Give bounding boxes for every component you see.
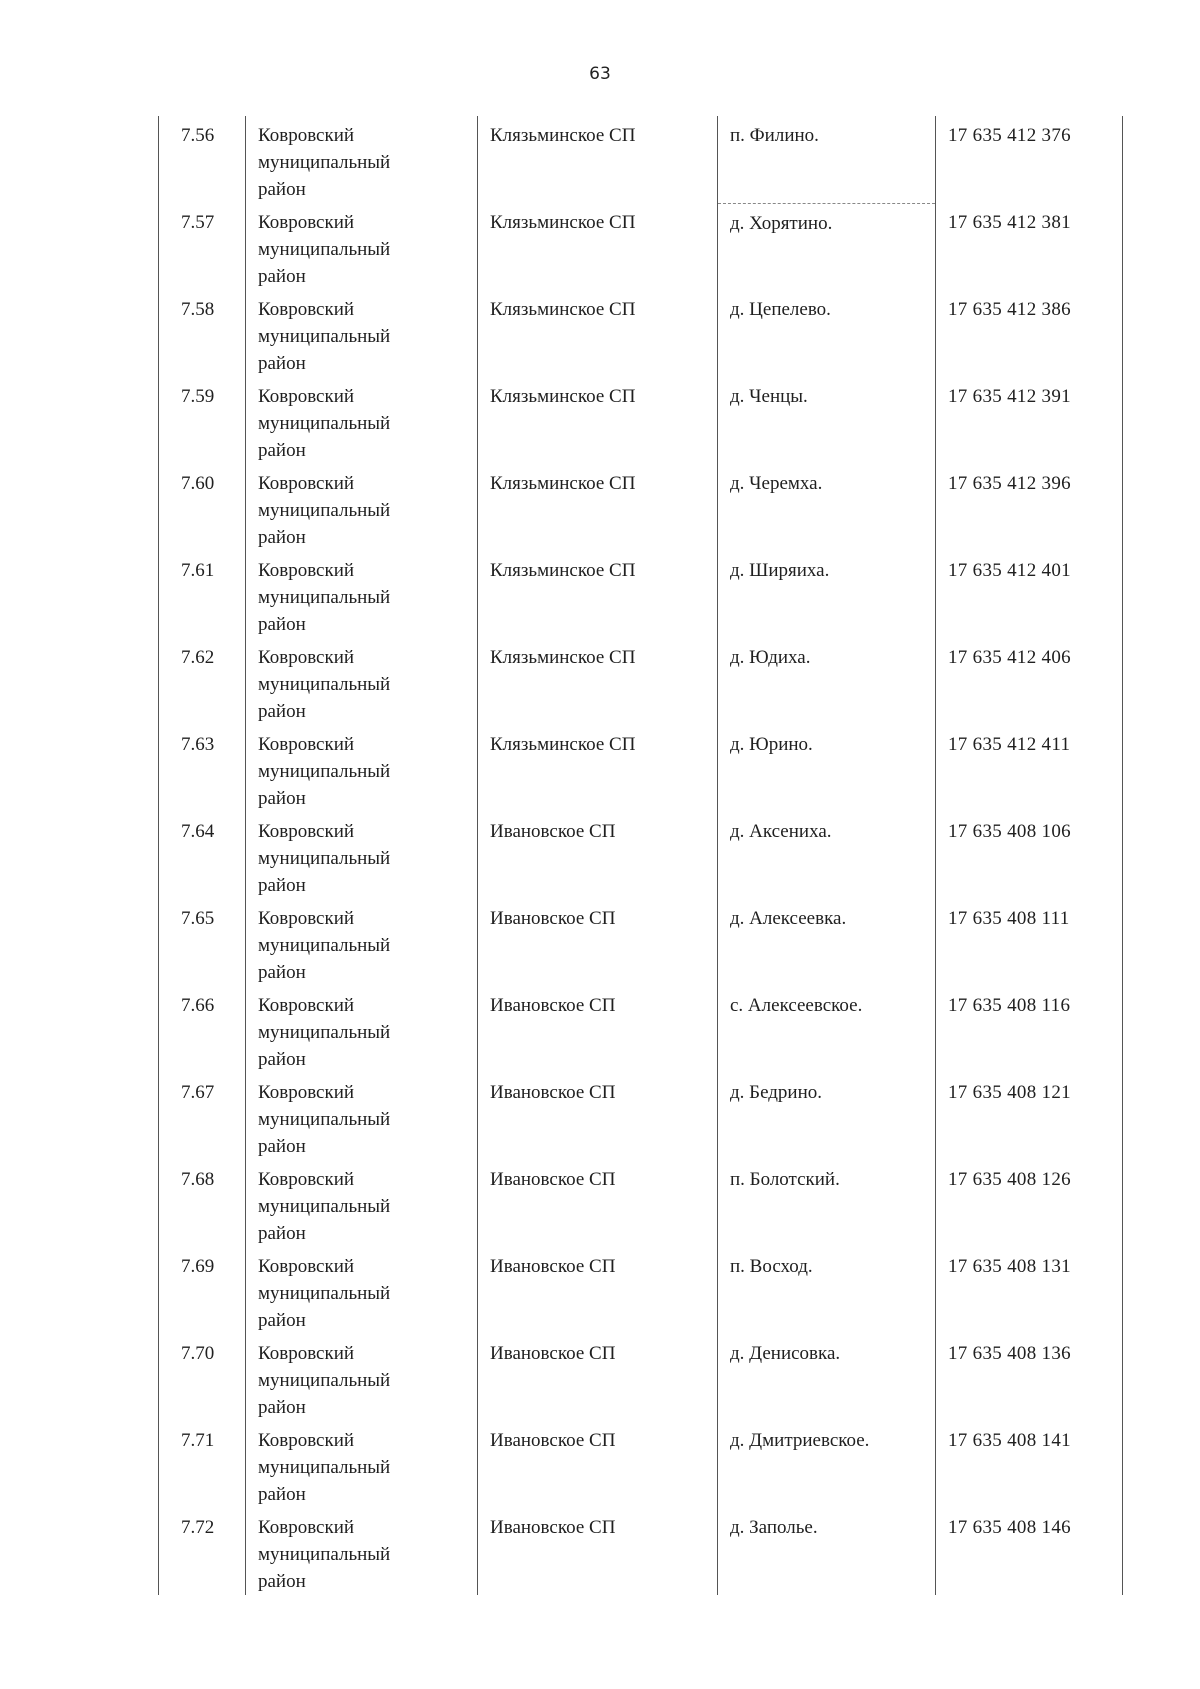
oktmo-code-cell: 17 635 412 386: [936, 290, 1123, 377]
oktmo-code-cell: 17 635 412 376: [936, 116, 1123, 203]
district-cell: Ковровский муниципальный район: [246, 290, 478, 377]
page-number: 63: [589, 64, 611, 84]
oktmo-code-cell: 17 635 408 111: [936, 899, 1123, 986]
district-cell: Ковровский муниципальный район: [246, 464, 478, 551]
district-cell: Ковровский муниципальный район: [246, 1247, 478, 1334]
table-row: [159, 986, 1123, 1073]
locality-cell: п. Болотский.: [718, 1160, 936, 1247]
table-row: [159, 899, 1123, 986]
oktmo-code-cell: 17 635 412 411: [936, 725, 1123, 812]
row-number-cell: 7.57: [159, 203, 246, 290]
settlement-cell: Клязьминское СП: [478, 551, 718, 638]
locality-cell: д. Ширяиха.: [718, 551, 936, 638]
row-number-cell: 7.61: [159, 551, 246, 638]
settlement-cell: Ивановское СП: [478, 1247, 718, 1334]
district-cell: Ковровский муниципальный район: [246, 1160, 478, 1247]
district-cell: Ковровский муниципальный район: [246, 1334, 478, 1421]
oktmo-code-cell: 17 635 408 131: [936, 1247, 1123, 1334]
oktmo-code-cell: 17 635 412 406: [936, 638, 1123, 725]
locality-cell: д. Алексеевка.: [718, 899, 936, 986]
oktmo-code-cell: 17 635 412 391: [936, 377, 1123, 464]
settlement-cell: Клязьминское СП: [478, 377, 718, 464]
district-cell: Ковровский муниципальный район: [246, 377, 478, 464]
table-row: [159, 116, 1123, 203]
row-number-cell: 7.70: [159, 1334, 246, 1421]
table-row: [159, 464, 1123, 551]
settlement-cell: Клязьминское СП: [478, 638, 718, 725]
table-row: [159, 1508, 1123, 1595]
row-number-cell: 7.66: [159, 986, 246, 1073]
oktmo-code-cell: 17 635 412 381: [936, 203, 1123, 290]
oktmo-code-cell: 17 635 408 141: [936, 1421, 1123, 1508]
table-row: [159, 725, 1123, 812]
table-row: [159, 377, 1123, 464]
locality-cell: д. Цепелево.: [718, 290, 936, 377]
row-number-cell: 7.59: [159, 377, 246, 464]
row-number-cell: 7.68: [159, 1160, 246, 1247]
locality-cell: д. Денисовка.: [718, 1334, 936, 1421]
oktmo-code-cell: 17 635 408 136: [936, 1334, 1123, 1421]
locality-cell: д. Хорятино.: [718, 203, 936, 290]
oktmo-code-cell: 17 635 408 116: [936, 986, 1123, 1073]
district-cell: Ковровский муниципальный район: [246, 725, 478, 812]
settlement-cell: Клязьминское СП: [478, 464, 718, 551]
row-number-cell: 7.65: [159, 899, 246, 986]
row-number-cell: 7.56: [159, 116, 246, 203]
locality-cell: д. Заполье.: [718, 1508, 936, 1595]
district-cell: Ковровский муниципальный район: [246, 1073, 478, 1160]
settlement-cell: Ивановское СП: [478, 1160, 718, 1247]
district-cell: Ковровский муниципальный район: [246, 638, 478, 725]
district-cell: Ковровский муниципальный район: [246, 116, 478, 203]
locality-cell: с. Алексеевское.: [718, 986, 936, 1073]
table-row: [159, 551, 1123, 638]
row-number-cell: 7.63: [159, 725, 246, 812]
settlement-cell: Клязьминское СП: [478, 116, 718, 203]
settlement-cell: Ивановское СП: [478, 1508, 718, 1595]
settlement-cell: Ивановское СП: [478, 812, 718, 899]
district-cell: Ковровский муниципальный район: [246, 1421, 478, 1508]
oktmo-code-cell: 17 635 408 121: [936, 1073, 1123, 1160]
locality-table: [158, 116, 1123, 1595]
table-body: [159, 116, 1123, 1595]
oktmo-code-cell: 17 635 412 396: [936, 464, 1123, 551]
row-number-cell: 7.58: [159, 290, 246, 377]
settlement-cell: Ивановское СП: [478, 1421, 718, 1508]
table-row: [159, 1073, 1123, 1160]
district-cell: Ковровский муниципальный район: [246, 1508, 478, 1595]
district-cell: Ковровский муниципальный район: [246, 812, 478, 899]
table-row: [159, 1247, 1123, 1334]
row-number-cell: 7.71: [159, 1421, 246, 1508]
oktmo-code-cell: 17 635 408 126: [936, 1160, 1123, 1247]
settlement-cell: Ивановское СП: [478, 899, 718, 986]
table-row: [159, 638, 1123, 725]
locality-cell: д. Черемха.: [718, 464, 936, 551]
locality-cell: д. Дмитриевское.: [718, 1421, 936, 1508]
locality-cell: д. Бедрино.: [718, 1073, 936, 1160]
row-number-cell: 7.72: [159, 1508, 246, 1595]
settlement-cell: Ивановское СП: [478, 1334, 718, 1421]
district-cell: Ковровский муниципальный район: [246, 899, 478, 986]
locality-cell: д. Аксениха.: [718, 812, 936, 899]
table-row: [159, 1334, 1123, 1421]
row-number-cell: 7.64: [159, 812, 246, 899]
locality-cell: д. Ченцы.: [718, 377, 936, 464]
oktmo-code-cell: 17 635 408 146: [936, 1508, 1123, 1595]
settlement-cell: Ивановское СП: [478, 1073, 718, 1160]
oktmo-code-cell: 17 635 408 106: [936, 812, 1123, 899]
table-row: [159, 1160, 1123, 1247]
district-cell: Ковровский муниципальный район: [246, 551, 478, 638]
settlement-cell: Клязьминское СП: [478, 290, 718, 377]
locality-cell: п. Филино.: [718, 116, 936, 203]
locality-cell: д. Юдиха.: [718, 638, 936, 725]
district-cell: Ковровский муниципальный район: [246, 986, 478, 1073]
table-row: [159, 203, 1123, 290]
settlement-cell: Ивановское СП: [478, 986, 718, 1073]
row-number-cell: 7.62: [159, 638, 246, 725]
row-number-cell: 7.69: [159, 1247, 246, 1334]
oktmo-code-cell: 17 635 412 401: [936, 551, 1123, 638]
locality-cell: п. Восход.: [718, 1247, 936, 1334]
locality-cell: д. Юрино.: [718, 725, 936, 812]
table-row: [159, 1421, 1123, 1508]
table-row: [159, 290, 1123, 377]
district-cell: Ковровский муниципальный район: [246, 203, 478, 290]
row-number-cell: 7.60: [159, 464, 246, 551]
settlement-cell: Клязьминское СП: [478, 725, 718, 812]
table-row: [159, 812, 1123, 899]
row-number-cell: 7.67: [159, 1073, 246, 1160]
settlement-cell: Клязьминское СП: [478, 203, 718, 290]
